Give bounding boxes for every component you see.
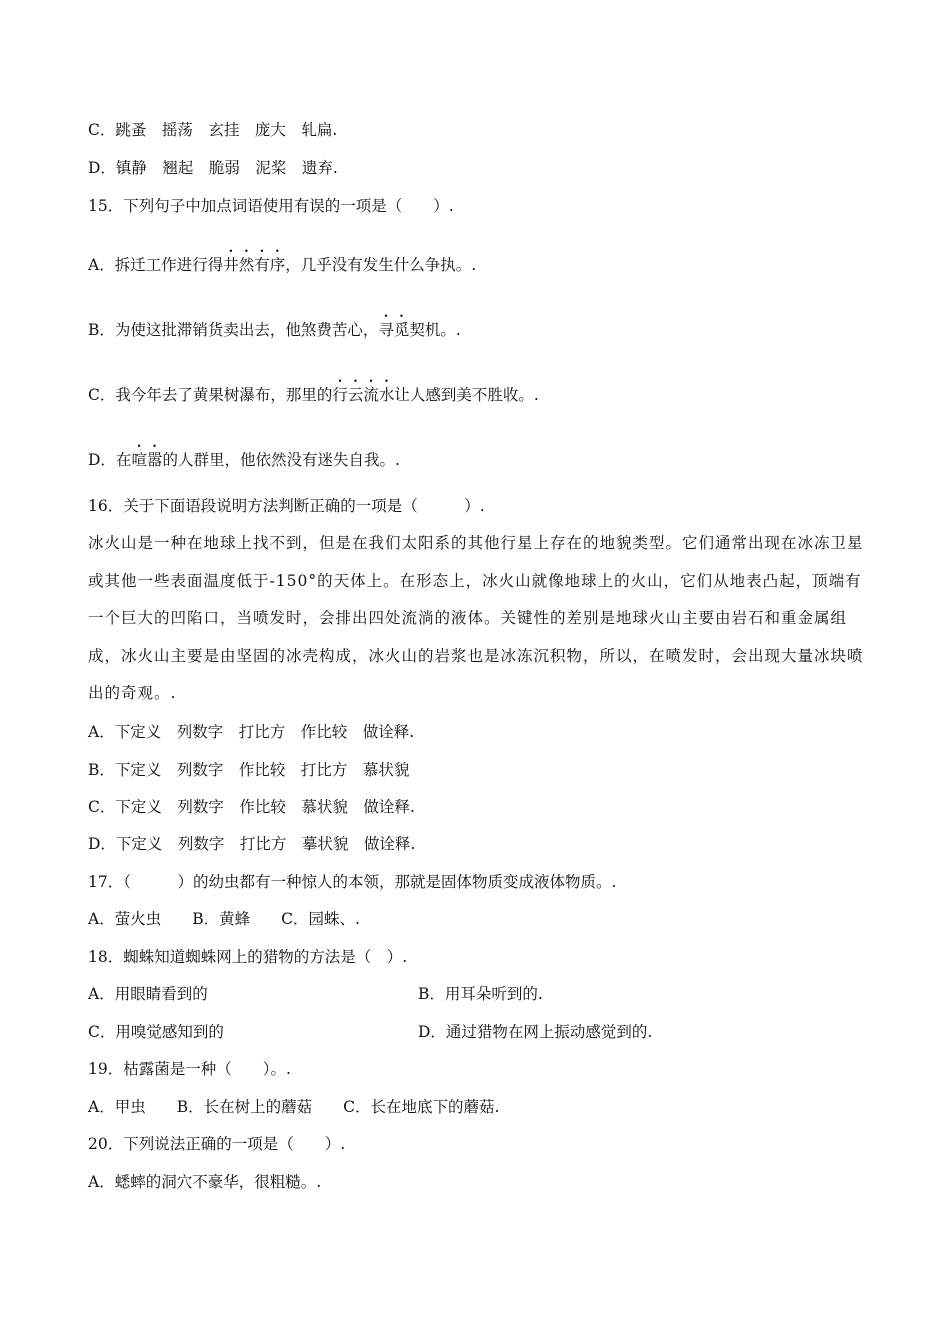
q16-option-c: C．下定义 列数字 作比较 慕状貌 做诠释. [88,798,415,816]
q15-option-b [88,312,461,340]
q19-options: A．甲虫 B．长在树上的蘑菇 C．长在地底下的蘑菇. [88,1098,500,1116]
q18-option-b: B．用耳朵听到的. [418,985,543,1003]
q20-stem: 20．下列说法正确的一项是（ ）. [88,1135,346,1153]
q18-option-d: D．通过猎物在网上振动感觉到的. [418,1023,653,1041]
q16-option-a: A．下定义 列数字 打比方 作比较 做诠释. [88,723,415,741]
q15-option-c [88,377,539,405]
q18-stem: 18．蜘蛛知道蜘蛛网上的猎物的方法是（ ）. [88,948,408,966]
q16-stem: 16．关于下面语段说明方法判断正确的一项是（ ）. [88,497,485,515]
q17-options: A．萤火虫 B．黄蜂 C．园蛛、. [88,910,360,928]
q18-option-c: C．用嗅觉感知到的 [88,1023,224,1041]
q15-option-d [88,442,400,470]
q17-stem: 17．（ ）的幼虫都有一种惊人的本领，那就是固体物质变成液体物质。. [88,873,617,891]
q15-c-dotted-word: 行云流水 [332,386,395,404]
q15-b-suffix: 契机。. [409,321,461,339]
q15-a-dotted-word: 井然有序 [223,256,286,274]
q15-option-a [88,247,476,275]
q14-option-d: D．镇静 翘起 脆弱 泥桨 遗弃. [88,159,338,177]
q15-a-prefix: A．拆迁工作进行得 [88,256,224,274]
q16-option-d: D．下定义 列数字 打比方 摹状貌 做诠释. [88,835,416,853]
q15-d-prefix: D．在 [88,451,132,469]
q20-option-a: A．蟋蟀的洞穴不豪华，很粗糙。. [88,1173,322,1191]
q16-option-b: B．下定义 列数字 作比较 打比方 慕状貌 [88,761,410,779]
q15-stem: 15．下列句子中加点词语使用有误的一项是（ ）. [88,197,454,215]
q15-d-suffix: 的人群里，他依然没有迷失自我。. [162,451,400,469]
q15-b-prefix: B．为使这批滞销货卖出去，他煞费苦心， [88,321,379,339]
q15-d-dotted-word: 喧嚣 [131,451,163,469]
q18-option-a: A．用眼睛看到的 [88,985,208,1003]
q15-b-dotted-word: 寻觅 [378,321,410,339]
q15-c-prefix: C．我今年去了黄果树瀑布，那里的 [88,386,333,404]
q14-option-c: C．跳蚤 摇荡 玄挂 庞大 轧扁. [88,121,338,139]
q15-c-suffix: 让人感到美不胜收。. [394,386,539,404]
q15-a-suffix: ，几乎没有发生什么争执。. [285,256,477,274]
q19-stem: 19．枯露菌是一种（ ）。. [88,1060,291,1078]
q16-passage: 冰火山是一种在地球上找不到，但是在我们太阳系的其他行星上存在的地貌类型。它们通常出现在冰冻卫星或其他一些表面温度低于-150°的天体上。在形态上，冰火山就像地球上的火山，它们从地表凸起，顶端有一个巨大的凹陷口，当喷发时，会排出四处流淌的液体。关键性的差别是地球火山主要由岩石和重金属组成，冰火山主要是由坚固的冰壳构成，冰火山的岩浆也是冰冻沉积物，所以，在喷发时，会出现大量冰块喷出的奇观。. [88,534,864,702]
